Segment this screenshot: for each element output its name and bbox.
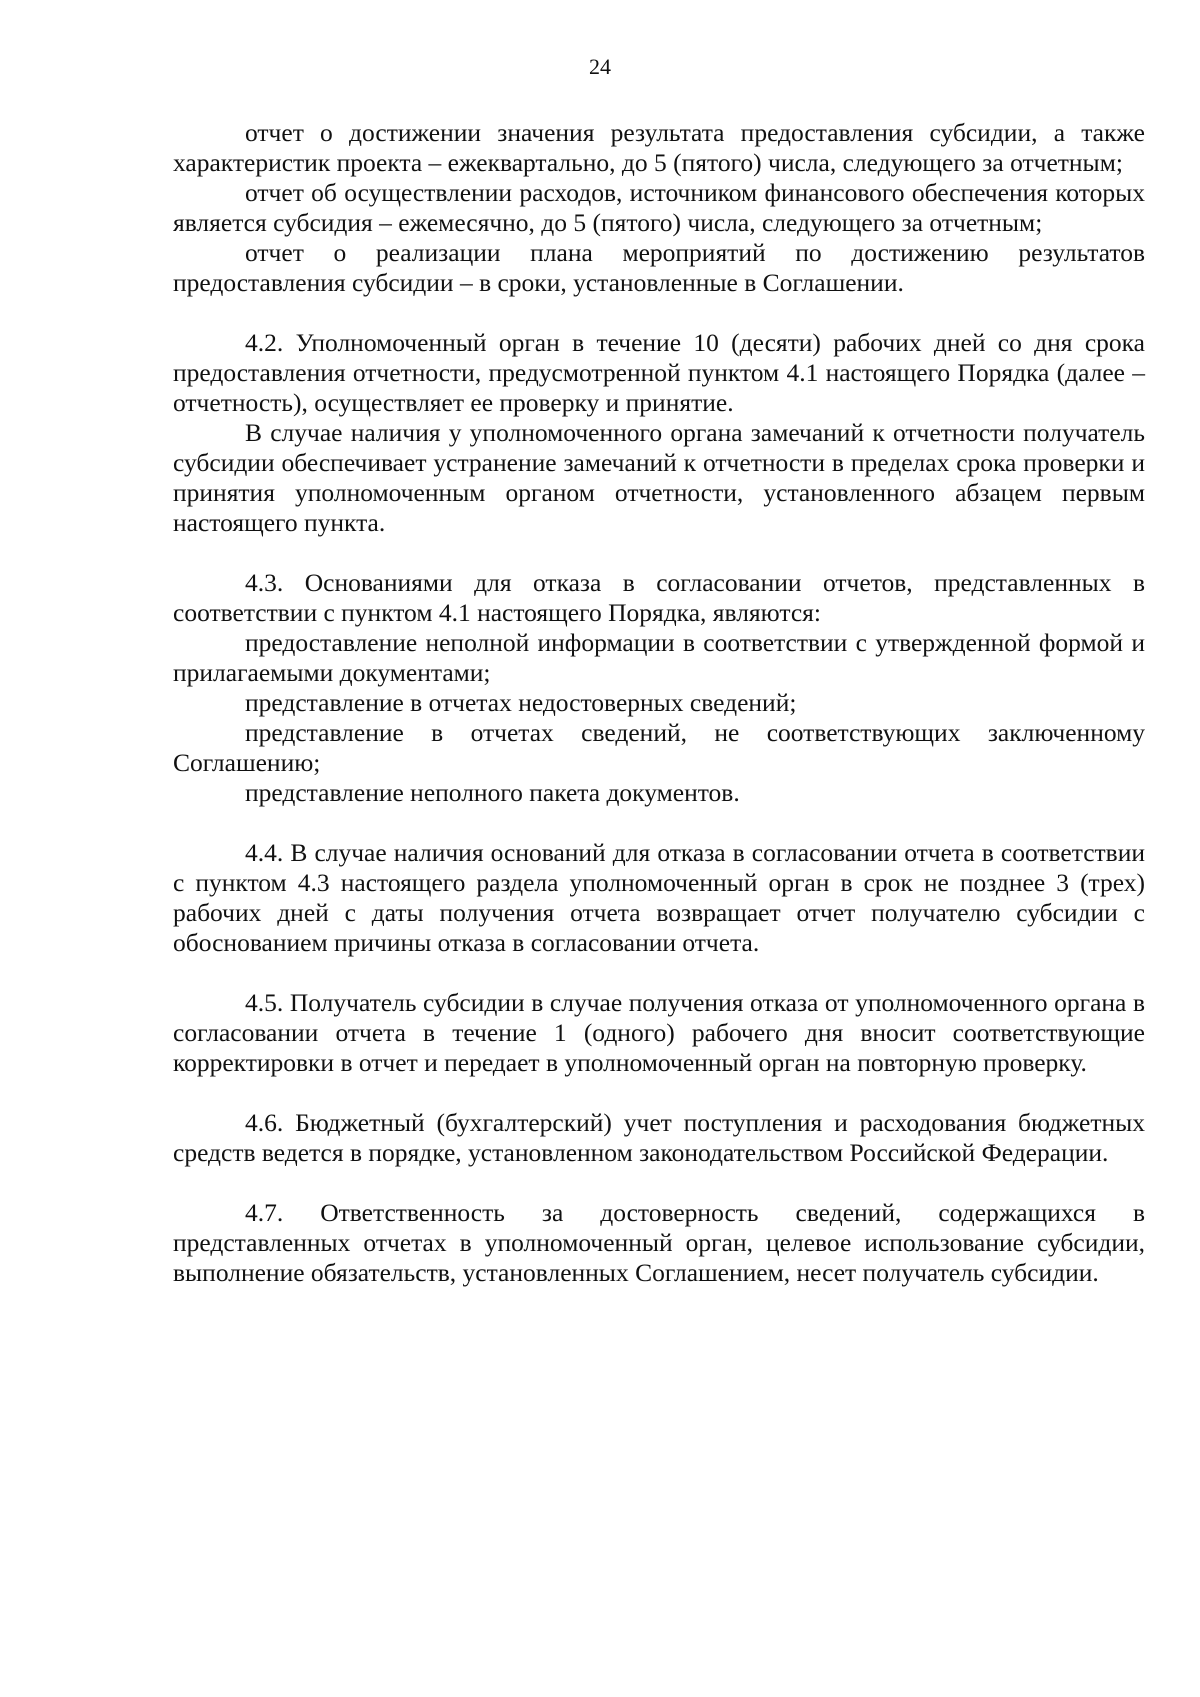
page-number: 24 — [589, 54, 611, 79]
paragraph-4-2-remarks: В случае наличия у уполномоченного органа замечаний к отчетности получатель субсидии обеспечивает устранение замечаний к отчетности в пределах срока проверки и принятия уполномоченным органом отчетности, установленного абзацем первым настоящего пункта. — [173, 418, 1145, 537]
paragraph-report-plan: отчет о реализации плана мероприятий по достижению результатов предоставления субсидии – в сроки, установленные в Соглашении. — [173, 238, 1145, 297]
document-body — [173, 118, 1145, 1288]
paragraph-4-7: 4.7. Ответственность за достоверность сведений, содержащихся в представленных отчетах в уполномоченный орган, целевое использование субсидии, выполнение обязательств, установленных Соглашением, несет получатель субсидии. — [173, 1198, 1145, 1287]
paragraph-4-4: 4.4. В случае наличия оснований для отказа в согласовании отчета в соответствии с пунктом 4.3 настоящего раздела уполномоченный орган в срок не позднее 3 (трех) рабочих дней с даты получения отчета возвращает отчет получателю субсидии с обоснованием причины отказа в согласовании отчета. — [173, 838, 1145, 957]
paragraph-report-results: отчет о достижении значения результата предоставления субсидии, а также характеристик проекта – ежеквартально, до 5 (пятого) числа, следующего за отчетным; — [173, 118, 1145, 177]
paragraph-4-3-incomplete-info: предоставление неполной информации в соответствии с утвержденной формой и прилагаемыми документами; — [173, 628, 1145, 687]
paragraph-4-3: 4.3. Основаниями для отказа в согласовании отчетов, представленных в соответствии с пунктом 4.1 настоящего Порядка, являются: — [173, 568, 1145, 627]
paragraph-4-6: 4.6. Бюджетный (бухгалтерский) учет поступления и расходования бюджетных средств ведется в порядке, установленном законодательством Российской Федерации. — [173, 1108, 1145, 1167]
paragraph-4-3-mismatch: представление в отчетах сведений, не соответствующих заключенному Соглашению; — [173, 718, 1145, 777]
paragraph-report-expenses: отчет об осуществлении расходов, источником финансового обеспечения которых является субсидия – ежемесячно, до 5 (пятого) числа, следующего за отчетным; — [173, 178, 1145, 237]
paragraph-4-5: 4.5. Получатель субсидии в случае получения отказа от уполномоченного органа в согласовании отчета в течение 1 (одного) рабочего дня вносит соответствующие корректировки в отчет и передает в уполномоченный орган на повторную проверку. — [173, 988, 1145, 1077]
paragraph-4-2: 4.2. Уполномоченный орган в течение 10 (десяти) рабочих дней со дня срока предоставления отчетности, предусмотренной пунктом 4.1 настоящего Порядка (далее – отчетность), осуществляет ее проверку и принятие. — [173, 328, 1145, 417]
paragraph-4-3-incomplete-package: представление неполного пакета документов. — [245, 778, 740, 807]
paragraph-4-3-false-data: представление в отчетах недостоверных сведений; — [245, 688, 797, 717]
